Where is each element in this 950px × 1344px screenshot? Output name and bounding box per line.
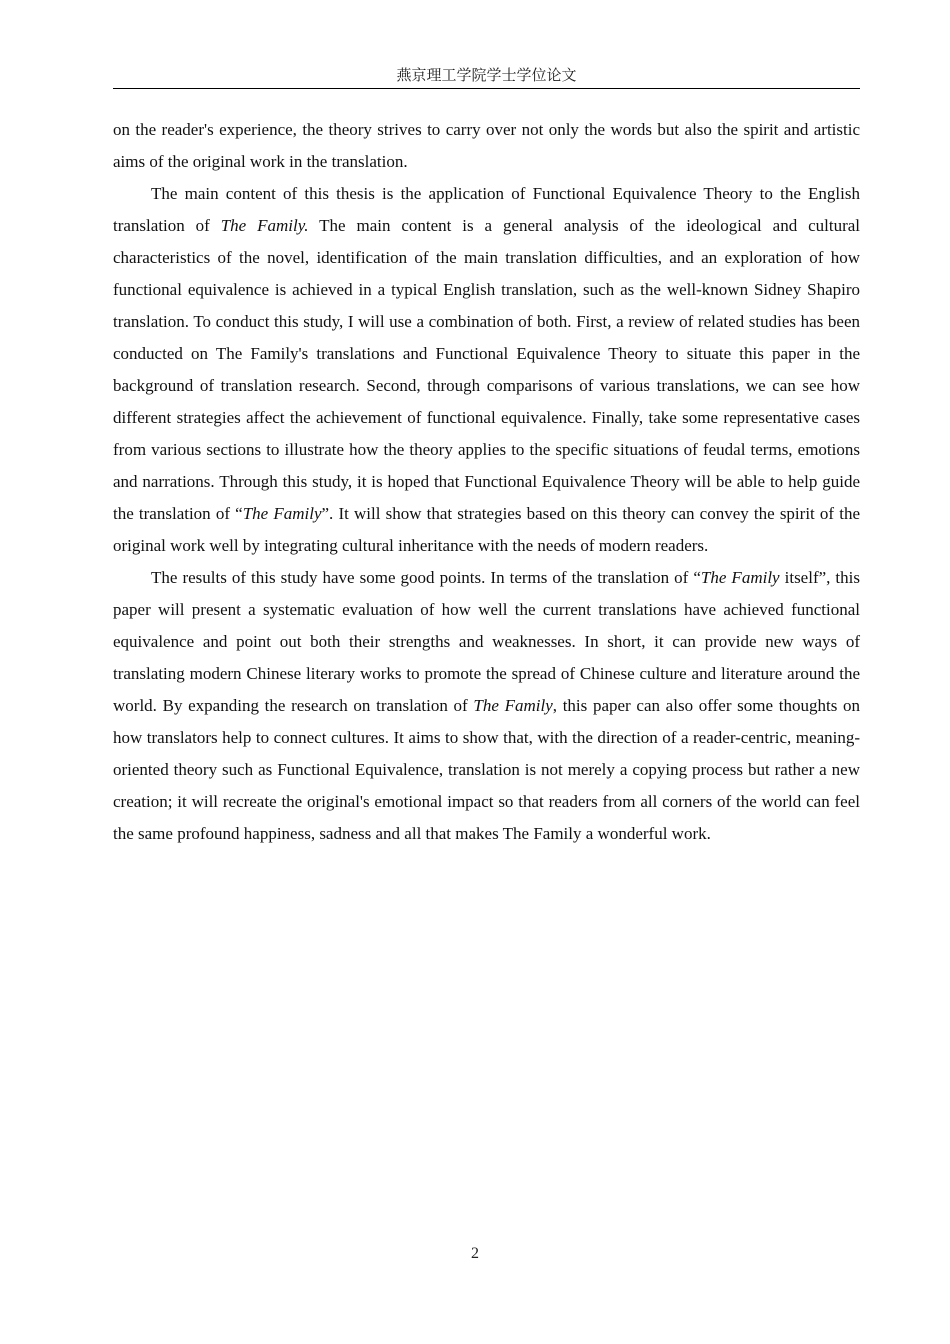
page-body <box>113 114 860 850</box>
paragraph-3 <box>113 562 860 850</box>
paragraph-2-text-a: The main content of this thesis is the application of Functional Equivalence Theory to the English translation of <box>113 184 860 235</box>
book-title-italic: The Family <box>700 568 780 587</box>
paragraph-1-text: on the reader's experience, the theory strives to carry over not only the words but also the spirit and artistic aims of the original work in the translation. <box>113 120 860 171</box>
page-header <box>113 66 860 89</box>
header-title: 燕京理工学院学士学位论文 <box>396 68 577 84</box>
book-title-italic: The Family <box>242 504 322 523</box>
paragraph-2-text-c: ”. It will show that strategies based on this theory can convey the spirit of the original work well by integrating cultural inheritance with the needs of modern readers. <box>113 504 860 555</box>
book-title-italic: The Family. <box>220 216 309 235</box>
paragraph-3-text-a: The results of this study have some good points. In terms of the translation of “ <box>151 568 701 587</box>
page-footer <box>0 1245 950 1263</box>
paragraph-3-text-c: , this paper can also offer some thoughts on how translators help to connect cultures. It aims to show that, with the direction of a reader-centric, meaning-oriented theory such as Functional Equivalence, translation is not merely a copying process but rather a new creation; it will recreate the original's emotional impact so that readers from all corners of the world can feel the same profound happiness, sadness and all that makes The Family a wonderful work. <box>113 696 861 843</box>
paragraph-2 <box>113 178 860 562</box>
page-number: 2 <box>471 1245 479 1262</box>
paragraph-1 <box>113 114 860 178</box>
paragraph-2-text-b: The main content is a general analysis of the ideological and cultural characteristics of the novel, identification of the main translation difficulties, and an exploration of how functional equivalence is achieved in a typical English translation, such as the well-known Sidney Shapiro translation. To conduct this study, I will use a combination of both. First, a review of related studies has been conducted on The Family's translations and Functional Equivalence Theory to situate this paper in the background of translation research. Second, through comparisons of various translations, we can see how different strategies affect the achievement of functional equivalence. Finally, take some representative cases from various sections to illustrate how the theory applies to the specific situations of feudal terms, emotions and narrations. Through this study, it is hoped that Functional Equivalence Theory will be able to help guide the translation of “ <box>113 216 860 523</box>
book-title-italic: The Family <box>473 696 553 715</box>
paragraph-3-text-b: itself”, this paper will present a systematic evaluation of how well the current translations have achieved functional equivalence and point out both their strengths and weaknesses. In short, it can provide new ways of translating modern Chinese literary works to promote the spread of Chinese culture and literature around the world. By expanding the research on translation of <box>113 568 860 715</box>
